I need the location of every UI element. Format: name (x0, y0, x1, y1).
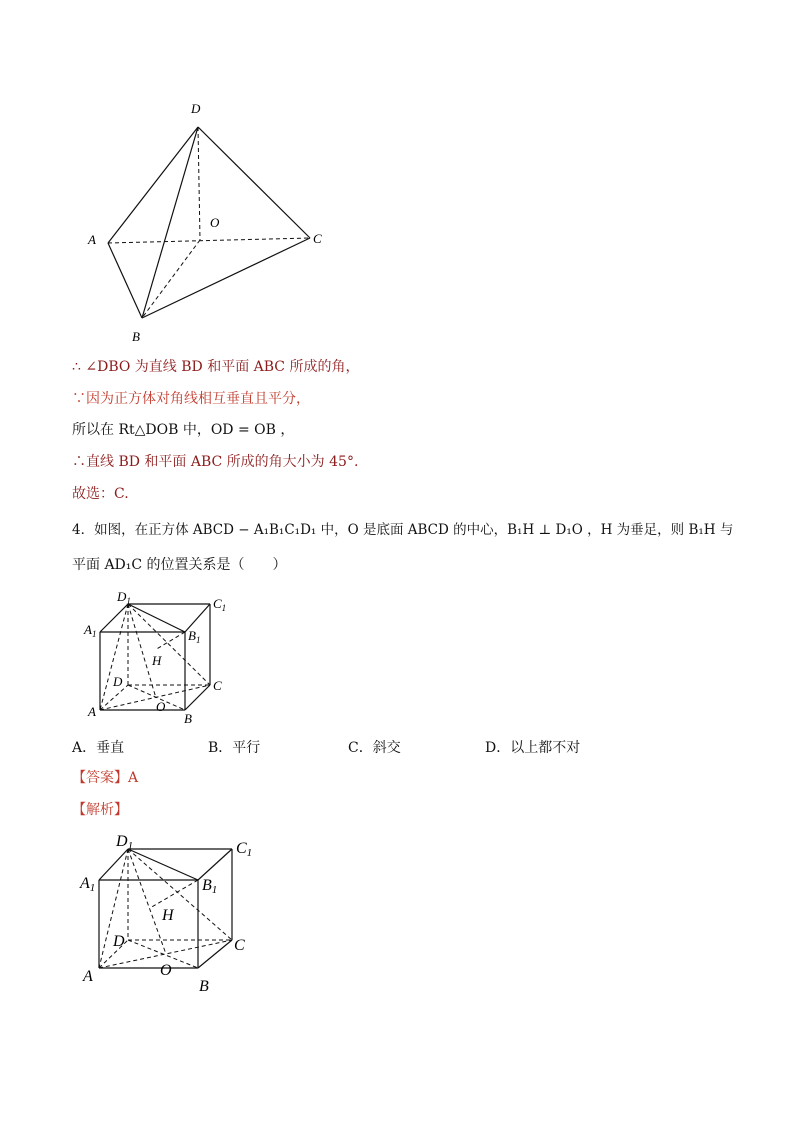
cube-figure-small (70, 585, 240, 730)
solution-line-5: 故选：C. (72, 486, 129, 502)
label-C: C (313, 231, 322, 246)
label-D: D (191, 101, 201, 116)
label-O: O (160, 962, 172, 979)
label-D1: $D_1$ (117, 589, 131, 606)
option-c[interactable]: C．斜交 (348, 740, 401, 756)
label-B1: B1 (202, 877, 218, 896)
solution-line-4: ∴直线 BD 和平面 ABC 所成的角大小为 45°. (72, 454, 359, 470)
label-C: C (234, 937, 245, 954)
label-A1: A1 (80, 875, 96, 894)
label-B1: $B_1$ (188, 628, 201, 645)
label-A: A (88, 704, 96, 719)
option-b[interactable]: B．平行 (208, 740, 261, 756)
answer-label: 【答案】 (72, 770, 128, 786)
label-O: O (156, 699, 166, 714)
option-a[interactable]: A．垂直 (72, 740, 125, 756)
label-D: D (113, 674, 123, 689)
label-C1: C1 (236, 840, 253, 859)
answer-value: A (128, 770, 139, 786)
label-H: H (162, 907, 174, 924)
analysis-label: 【解析】 (72, 802, 128, 818)
tetrahedron-figure (80, 95, 340, 350)
label-A1: $A_1$ (84, 622, 97, 639)
label-C1: $C_1$ (213, 596, 227, 613)
solution-line-2: ∵因为正方体对角线相互垂直且平分， (72, 391, 310, 407)
solution-line-1: ∴ ∠DBO 为直线 BD 和平面 ABC 所成的角， (72, 359, 360, 375)
label-C: C (213, 678, 222, 693)
question-line-2: 平面 AD₁C 的位置关系是（ ） (72, 557, 287, 573)
answer-line (72, 769, 138, 787)
label-D1: D1 (116, 833, 134, 852)
solution-line-3: 所以在 Rt△DOB 中，OD = OB ， (72, 422, 295, 438)
label-A: A (83, 968, 93, 985)
cube-figure-large (78, 828, 268, 998)
label-O: O (210, 215, 220, 230)
option-d[interactable]: D．以上都不对 (485, 740, 581, 756)
label-A: A (88, 232, 96, 247)
label-B: B (199, 978, 209, 995)
label-B: B (184, 711, 192, 726)
label-D: D (113, 933, 125, 950)
question-line-1: 4．如图，在正方体 ABCD − A₁B₁C₁D₁ 中，O 是底面 ABCD 的中心，B₁H ⊥ D₁O ，H 为垂足，则 B₁H 与 (72, 522, 734, 538)
label-H: H (152, 653, 162, 668)
label-B: B (132, 329, 140, 344)
